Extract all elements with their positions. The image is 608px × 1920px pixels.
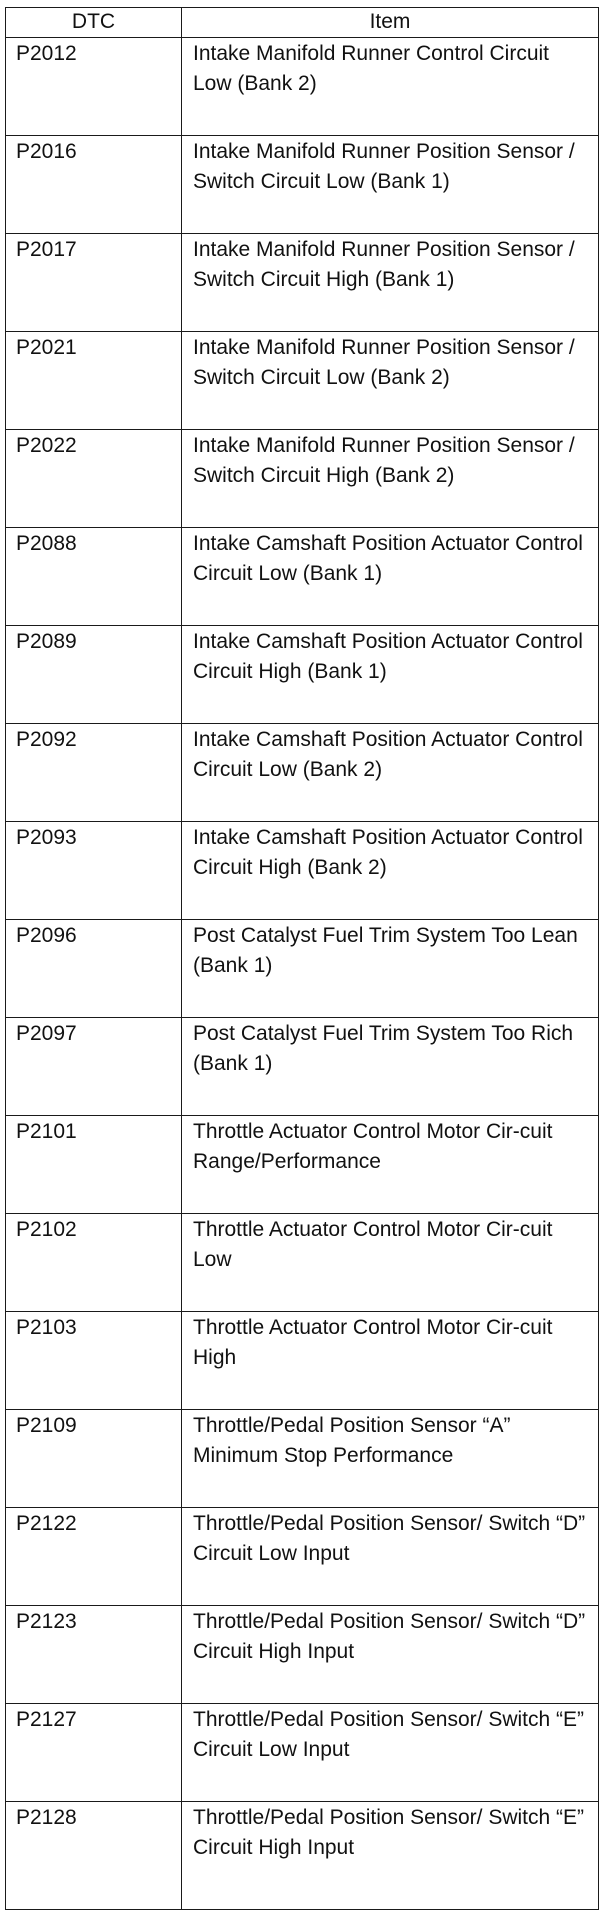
dtc-description-cell: Post Catalyst Fuel Trim System Too Rich (Bank 1): [182, 1018, 599, 1116]
dtc-code-cell: P2088: [6, 528, 182, 626]
dtc-code-cell: P2021: [6, 332, 182, 430]
table-row: [6, 1312, 599, 1410]
dtc-description-cell: Throttle Actuator Control Motor Cir-cuit High: [182, 1312, 599, 1410]
column-header-dtc: DTC: [6, 8, 182, 38]
dtc-description-cell: Intake Camshaft Position Actuator Control Circuit Low (Bank 1): [182, 528, 599, 626]
dtc-code-cell: P2103: [6, 1312, 182, 1410]
dtc-description-cell: Post Catalyst Fuel Trim System Too Lean (Bank 1): [182, 920, 599, 1018]
table-row: [6, 822, 599, 920]
dtc-code-cell: P2089: [6, 626, 182, 724]
dtc-table: [5, 7, 599, 1910]
dtc-description-cell: Intake Camshaft Position Actuator Control Circuit High (Bank 1): [182, 626, 599, 724]
table-row: [6, 528, 599, 626]
dtc-code-cell: P2092: [6, 724, 182, 822]
table-row: [6, 1410, 599, 1508]
dtc-code-cell: P2123: [6, 1606, 182, 1704]
table-row: [6, 332, 599, 430]
dtc-description-cell: Intake Manifold Runner Position Sensor / Switch Circuit High (Bank 1): [182, 234, 599, 332]
table-row: [6, 430, 599, 528]
table-row: [6, 626, 599, 724]
dtc-code-cell: P2128: [6, 1802, 182, 1910]
dtc-code-cell: P2016: [6, 136, 182, 234]
dtc-code-cell: P2102: [6, 1214, 182, 1312]
header-row: [6, 8, 599, 38]
dtc-code-cell: P2096: [6, 920, 182, 1018]
column-header-item: Item: [182, 8, 599, 38]
dtc-code-cell: P2093: [6, 822, 182, 920]
dtc-code-cell: P2017: [6, 234, 182, 332]
table-row: [6, 1018, 599, 1116]
table-row: [6, 920, 599, 1018]
dtc-description-cell: Throttle/Pedal Position Sensor/ Switch “E” Circuit High Input: [182, 1802, 599, 1910]
table-row: [6, 1214, 599, 1312]
table-row: [6, 1802, 599, 1910]
dtc-description-cell: Intake Manifold Runner Position Sensor / Switch Circuit High (Bank 2): [182, 430, 599, 528]
dtc-description-cell: Throttle/Pedal Position Sensor “A” Minimum Stop Performance: [182, 1410, 599, 1508]
table-row: [6, 234, 599, 332]
dtc-code-cell: P2127: [6, 1704, 182, 1802]
dtc-description-cell: Intake Camshaft Position Actuator Control Circuit High (Bank 2): [182, 822, 599, 920]
dtc-description-cell: Throttle/Pedal Position Sensor/ Switch “E” Circuit Low Input: [182, 1704, 599, 1802]
table-row: [6, 1606, 599, 1704]
table-row: [6, 136, 599, 234]
dtc-description-cell: Intake Camshaft Position Actuator Control Circuit Low (Bank 2): [182, 724, 599, 822]
dtc-code-cell: P2101: [6, 1116, 182, 1214]
table-header: [6, 8, 599, 38]
table-row: [6, 1508, 599, 1606]
dtc-code-cell: P2097: [6, 1018, 182, 1116]
table-row: [6, 724, 599, 822]
dtc-description-cell: Intake Manifold Runner Control Circuit Low (Bank 2): [182, 38, 599, 136]
table-body: [6, 38, 599, 1910]
table-row: [6, 38, 599, 136]
dtc-code-cell: P2022: [6, 430, 182, 528]
dtc-description-cell: Throttle/Pedal Position Sensor/ Switch “D” Circuit High Input: [182, 1606, 599, 1704]
dtc-description-cell: Intake Manifold Runner Position Sensor / Switch Circuit Low (Bank 1): [182, 136, 599, 234]
dtc-description-cell: Throttle Actuator Control Motor Cir-cuit Low: [182, 1214, 599, 1312]
table-row: [6, 1704, 599, 1802]
dtc-description-cell: Throttle/Pedal Position Sensor/ Switch “D” Circuit Low Input: [182, 1508, 599, 1606]
table-row: [6, 1116, 599, 1214]
dtc-code-cell: P2012: [6, 38, 182, 136]
dtc-code-cell: P2109: [6, 1410, 182, 1508]
dtc-code-cell: P2122: [6, 1508, 182, 1606]
dtc-description-cell: Throttle Actuator Control Motor Cir-cuit Range/Performance: [182, 1116, 599, 1214]
dtc-description-cell: Intake Manifold Runner Position Sensor / Switch Circuit Low (Bank 2): [182, 332, 599, 430]
